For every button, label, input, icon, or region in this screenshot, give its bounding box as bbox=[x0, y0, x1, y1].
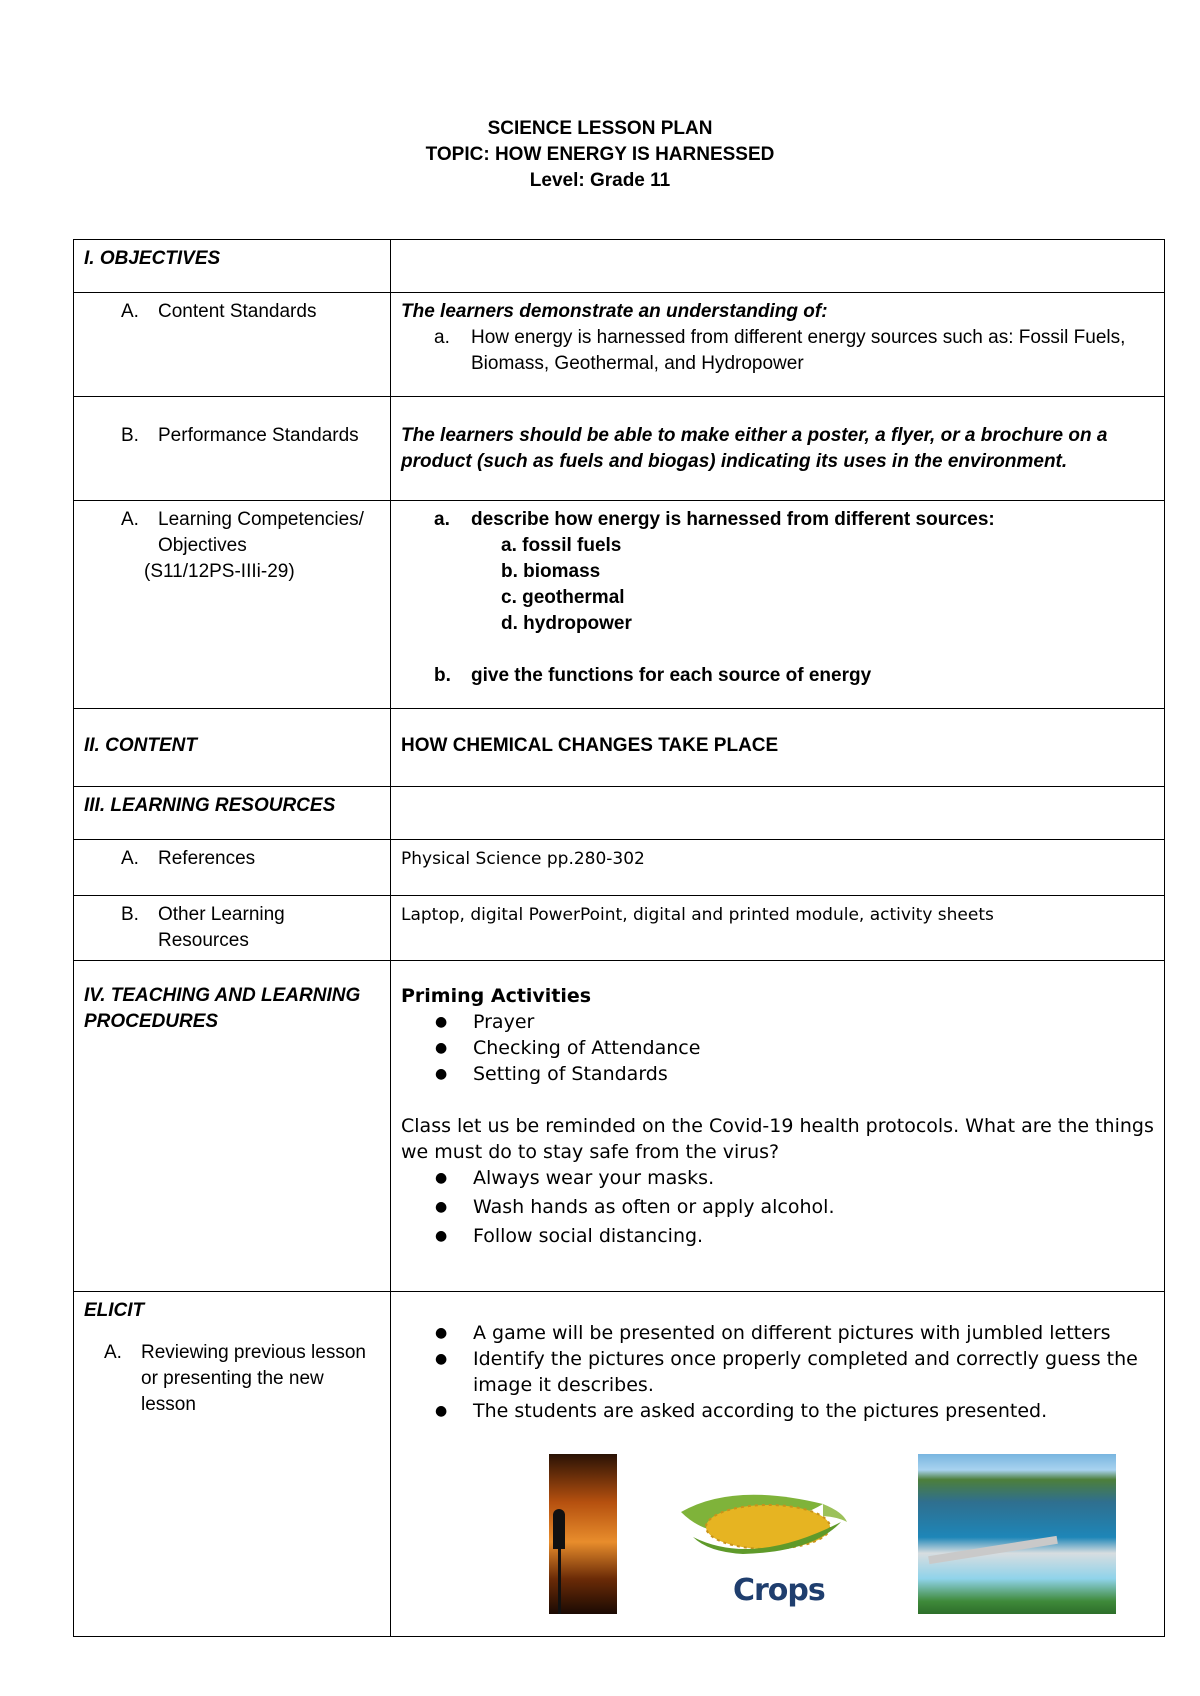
list-item: ● Checking of Attendance bbox=[435, 1037, 701, 1059]
references-label: A. References bbox=[121, 848, 256, 869]
elicit-pictures bbox=[401, 1454, 1154, 1614]
elicit-row bbox=[74, 1292, 1165, 1637]
content-heading: II. CONTENT bbox=[84, 735, 197, 756]
content-row bbox=[74, 709, 1165, 787]
health-reminder: Class let us be reminded on the Covid-19 health protocols. What are the things we must do to stay safe from the virus? bbox=[401, 1115, 1154, 1163]
lesson-plan-table bbox=[73, 239, 1165, 1637]
list-item: ● Identify the pictures once properly completed and correctly guess the image it describes. bbox=[435, 1348, 1138, 1396]
document-topic: TOPIC: HOW ENERGY IS HARNESSED bbox=[425, 144, 775, 165]
content-standards-row bbox=[74, 293, 1165, 397]
competency-code: (S11/12PS-IIIi-29) bbox=[144, 561, 295, 582]
other-resources-label: B. Other Learning Resources bbox=[121, 904, 285, 951]
document-title: SCIENCE LESSON PLAN bbox=[487, 118, 713, 139]
corn-crops-image bbox=[673, 1482, 849, 1614]
objectives-heading: I. OBJECTIVES bbox=[84, 248, 221, 269]
performance-standards-label: B. Performance Standards bbox=[121, 425, 359, 446]
procedures-row bbox=[74, 961, 1165, 1292]
learning-competencies-label: A. Learning Competencies/ Objectives bbox=[121, 509, 364, 556]
crops-label: Crops bbox=[733, 1573, 825, 1608]
list-item: b. give the functions for each source of energy bbox=[434, 665, 872, 686]
other-resources-value: Laptop, digital PowerPoint, digital and printed module, activity sheets bbox=[401, 905, 994, 925]
energy-source-item: c. geothermal bbox=[501, 587, 625, 608]
content-standards-intro: The learners demonstrate an understanding of: bbox=[401, 301, 828, 322]
content-standards-label: A. Content Standards bbox=[121, 301, 317, 322]
list-item: ● Setting of Standards bbox=[435, 1063, 668, 1085]
elicit-list bbox=[401, 1320, 1154, 1424]
sunset-oil-pump-image bbox=[549, 1454, 617, 1614]
list-item: ● The students are asked according to the pictures presented. bbox=[435, 1400, 1048, 1422]
priming-list bbox=[401, 1009, 1154, 1087]
energy-source-item: b. biomass bbox=[501, 561, 601, 582]
competencies-list bbox=[401, 507, 1154, 533]
list-item: a. How energy is harnessed from different energy sources such as: Fossil Fuels, Biomass, Geothermal, and Hydropower bbox=[434, 327, 1126, 374]
competencies-list-b bbox=[401, 663, 1154, 689]
content-standards-list bbox=[401, 325, 1154, 377]
content-value: HOW CHEMICAL CHANGES TAKE PLACE bbox=[401, 735, 779, 756]
hydro-dam-image bbox=[918, 1454, 1116, 1614]
list-item: ● Follow social distancing. bbox=[435, 1225, 704, 1247]
list-item: ● A game will be presented on different pictures with jumbled letters bbox=[435, 1322, 1111, 1344]
list-item: ● Prayer bbox=[435, 1011, 535, 1033]
objectives-empty-cell bbox=[391, 240, 1165, 293]
objectives-row bbox=[74, 240, 1165, 293]
list-item: ● Wash hands as often or apply alcohol. bbox=[435, 1196, 835, 1218]
energy-source-item: a. fossil fuels bbox=[501, 535, 622, 556]
resources-row bbox=[74, 787, 1165, 840]
other-resources-row bbox=[74, 896, 1165, 961]
protocol-list bbox=[401, 1165, 1154, 1249]
list-item: ● Always wear your masks. bbox=[435, 1167, 715, 1189]
elicit-heading: ELICIT bbox=[84, 1300, 145, 1321]
priming-title: Priming Activities bbox=[401, 985, 592, 1007]
learning-competencies-row bbox=[74, 501, 1165, 709]
performance-standards-text: The learners should be able to make either a poster, a flyer, or a brochure on a product (such as fuels and biogas) indicating its uses in the environment. bbox=[401, 425, 1108, 472]
elicit-label: A. Reviewing previous lesson or presenting the new lesson bbox=[104, 1342, 366, 1415]
list-item: a. describe how energy is harnessed from different sources: bbox=[434, 509, 995, 530]
energy-source-item: d. hydropower bbox=[501, 613, 632, 634]
resources-empty-cell bbox=[391, 787, 1165, 840]
document-header bbox=[0, 116, 1200, 194]
resources-heading: III. LEARNING RESOURCES bbox=[84, 795, 336, 816]
performance-standards-row bbox=[74, 397, 1165, 501]
corn-icon bbox=[673, 1482, 849, 1572]
procedures-heading: IV. TEACHING AND LEARNING PROCEDURES bbox=[84, 985, 361, 1032]
references-value: Physical Science pp.280-302 bbox=[401, 849, 645, 869]
document-level: Level: Grade 11 bbox=[529, 170, 671, 191]
references-row bbox=[74, 840, 1165, 896]
